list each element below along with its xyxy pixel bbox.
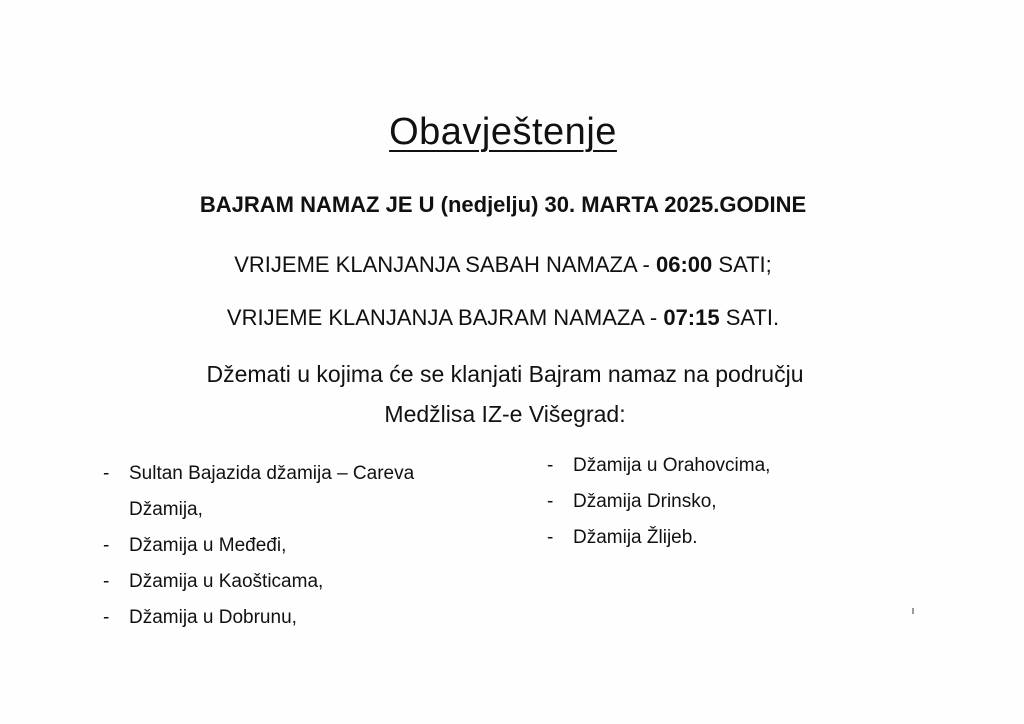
intro-paragraph xyxy=(0,354,1010,434)
list-item: - Džamija Žlijeb. xyxy=(547,520,847,556)
list-item-continuation: Džamija, xyxy=(129,499,203,520)
list-item: - Džamija u Dobrunu, xyxy=(103,600,533,636)
sabah-suffix: SATI; xyxy=(712,252,772,277)
bajram-time: 07:15 xyxy=(663,305,720,330)
mosque-list-right xyxy=(547,448,847,556)
mosque-list-left xyxy=(103,456,533,636)
list-item: - Džamija Drinsko, xyxy=(547,484,847,520)
list-item: - Džamija u Kaošticama, xyxy=(103,564,533,600)
sabah-time: 06:00 xyxy=(656,252,713,277)
intro-line-2: Medžlisa IZ-e Višegrad: xyxy=(384,401,626,427)
intro-line-1: Džemati u kojima će se klanjati Bajram namaz na području xyxy=(206,361,804,387)
bajram-date-headline: BAJRAM NAMAZ JE U (nedjelju) 30. MARTA 2025.GODINE xyxy=(199,192,807,217)
list-item: - Džamija u Međeđi, xyxy=(103,528,533,564)
bajram-suffix: SATI. xyxy=(719,305,780,330)
notice-title-text: Obavještenje xyxy=(389,111,617,153)
scan-speck xyxy=(912,608,914,614)
sabah-time-line xyxy=(0,250,1006,280)
sabah-prefix: VRIJEME KLANJANJA SABAH NAMAZA - xyxy=(234,252,656,277)
bajram-time-line xyxy=(0,303,1006,333)
list-item: - Džamija u Orahovcima, xyxy=(547,448,847,484)
notice-title xyxy=(0,108,1006,156)
list-item: - Sultan Bajazida džamija – Careva xyxy=(103,456,533,492)
bajram-prefix: VRIJEME KLANJANJA BAJRAM NAMAZA - xyxy=(226,305,664,330)
